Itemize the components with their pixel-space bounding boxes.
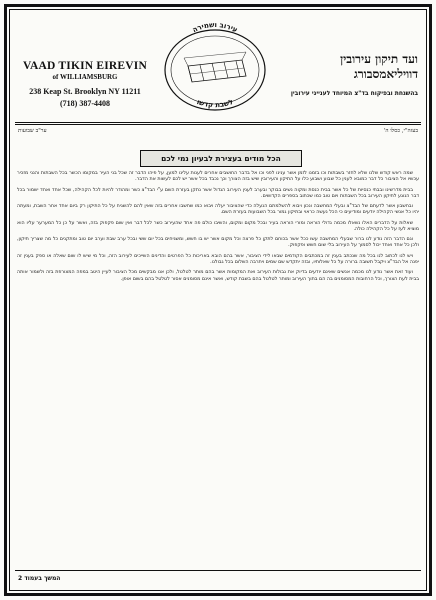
paragraph: ויש לנו לכתוב לנו בכל מה שנכתב בענין זה במכתבים הקודמים שבאו לידי הציבור, אשר בהם הובא באריכות כל הפרטים והדינים השייכים לעירוב הזה, וכל מי שיש לו שום שאלה או ספק בענין זה יפנה אל הבד"צ ויקבל תשובה ברורה על כל שאלותיו, ובזה יתקדש שם שמים ויתרבה השלום בכל גבולנו. <box>17 253 419 265</box>
paragraph: שמה ראש קודש שלנו שלא לחזר בשבתות וכו בזמנו לזמן אשר ענינו לפני וכו אל בדבר החושבים אחרים לענות עלינו למען, על פיהו הדבר זה שכל בני העיר במקומו הכשר בכל השבתות והנני מזכיר עכשיו אל הציבור כל דבר כמובא לענין כל שבוע ושבוע כלו על התיקון והעירובין שיש בזה הצורך וכך נכבד בכל אשר יש לכם לעשות את הדבר. <box>17 171 419 183</box>
paragraph: וגם הדבר הזה נודע לנו ברור שבעלי המחשבה עשו ככל אשר בכוחם לתקן כל פרצה וכל מקום אשר יש בו חשש, ומשגיחים בכל יום ששי ובכל ערב שבת וערב יום טוב ומתקנים כל מה שצריך תיקון, ולכן כל אחד ואחד יכול לסמוך על העירוב בלי שום חשש ופקפוק. <box>17 237 419 249</box>
logo-arc-top-text: עירוב ושמירה <box>191 20 239 35</box>
footer-divider <box>15 570 421 585</box>
logo-arc-bottom-text: לשבת קדשו <box>195 97 235 110</box>
paragraph: ועוד זאת אשר נודע לנו מכמה אנשים שאינם יודעים בדיוק את גבולות העירוב ואת המקומות אשר בהם מותר לטלטל, ולכן אנו מבקשים מכל הציבור לעיין היטב במפה המצורפת בזה ולשמור אותה בבית לעת הצורך, וכל הרחובות המסומנים בה הם בתוך העירוב ומותר לטלטל בהם בשבת קודש, ואשר אינם מסומנים אסור לטלטל בהם בשום אופן. <box>17 270 419 282</box>
continued-on-page-label: המשך בעמוד 2 <box>18 575 61 582</box>
org-name-hebrew-line1: ועד תיקון עירובין <box>340 52 418 66</box>
org-name-english: VAAD TIKIN EIREVIN <box>23 60 147 72</box>
letterhead-english <box>15 60 155 108</box>
org-name-english-sub: of WILLIAMSBURG <box>52 73 118 81</box>
paragraph: בבית מדרשינו ובבתי כנסיות של כל אשר בבית כנסת ומקוה נשים בבוקר ובערב לענין העירוב הגדול אשר נתקן בעזרת השם ע"י הבד"צ כשר ומהודר להיות לכל הקהילה, שכל אחד ואחד ישמור בכל דבר הנוגע לתיקון העירוב בכל השבתות ויום טוב כמו שכתוב בספרים הקדושים. <box>17 187 419 199</box>
headline-box: הכל מודים בעצירת לבעיון נמי לכם <box>140 150 302 167</box>
letterhead-hebrew <box>268 52 418 97</box>
phone-number: (718) 387-4408 <box>60 99 110 108</box>
org-name-hebrew-line2: דוויליאמסבורג <box>353 67 418 81</box>
paragraph: שאלות על הדברים האלו נשאלו מכמה גדולי הוראה ומורי הוראה בעיר ובכל מקום ומקום, והשיבו כולם פה אחד שהעירוב כשר לכל דבר ואין שום פקפוק בזה, ואשר על כן כל המערער עליו הוא מוציא לעז על כל הקהילה כולה. <box>17 220 419 232</box>
date-row <box>18 128 418 138</box>
header-divider <box>15 122 421 123</box>
organization-logo <box>160 20 270 112</box>
date-left: ער"ב שבועות <box>18 128 47 134</box>
address: 238 Keap St. Brooklyn NY 11211 <box>29 87 141 96</box>
org-subtitle-hebrew: בהשגחת ובפיקוח בד"צ המיוחד לענייני עירובין <box>290 90 418 97</box>
date-right: בעזה"י, כסלו ה' <box>383 128 418 134</box>
eruv-structure-icon <box>184 52 246 82</box>
letter-body <box>17 171 419 287</box>
header-divider-thin <box>15 124 421 125</box>
paragraph: ובחשבון אשר לדעתם של הבד"צ ובעלי המחשבה ונכון ויבוא להשלמתם הנעלה כדי שהציבור יעלה ויבוא כמו שחשבו אחרים בזה שאין להם להשגיח על כל התיקון רק ביום אחד אחר השבת, ומעתה יהיו כל אנשי הקהילה יודעים ומודיעים כי הכל נעשה כראוי ובתיקון גמור בכל השבועות בעזרת השם. <box>17 204 419 216</box>
